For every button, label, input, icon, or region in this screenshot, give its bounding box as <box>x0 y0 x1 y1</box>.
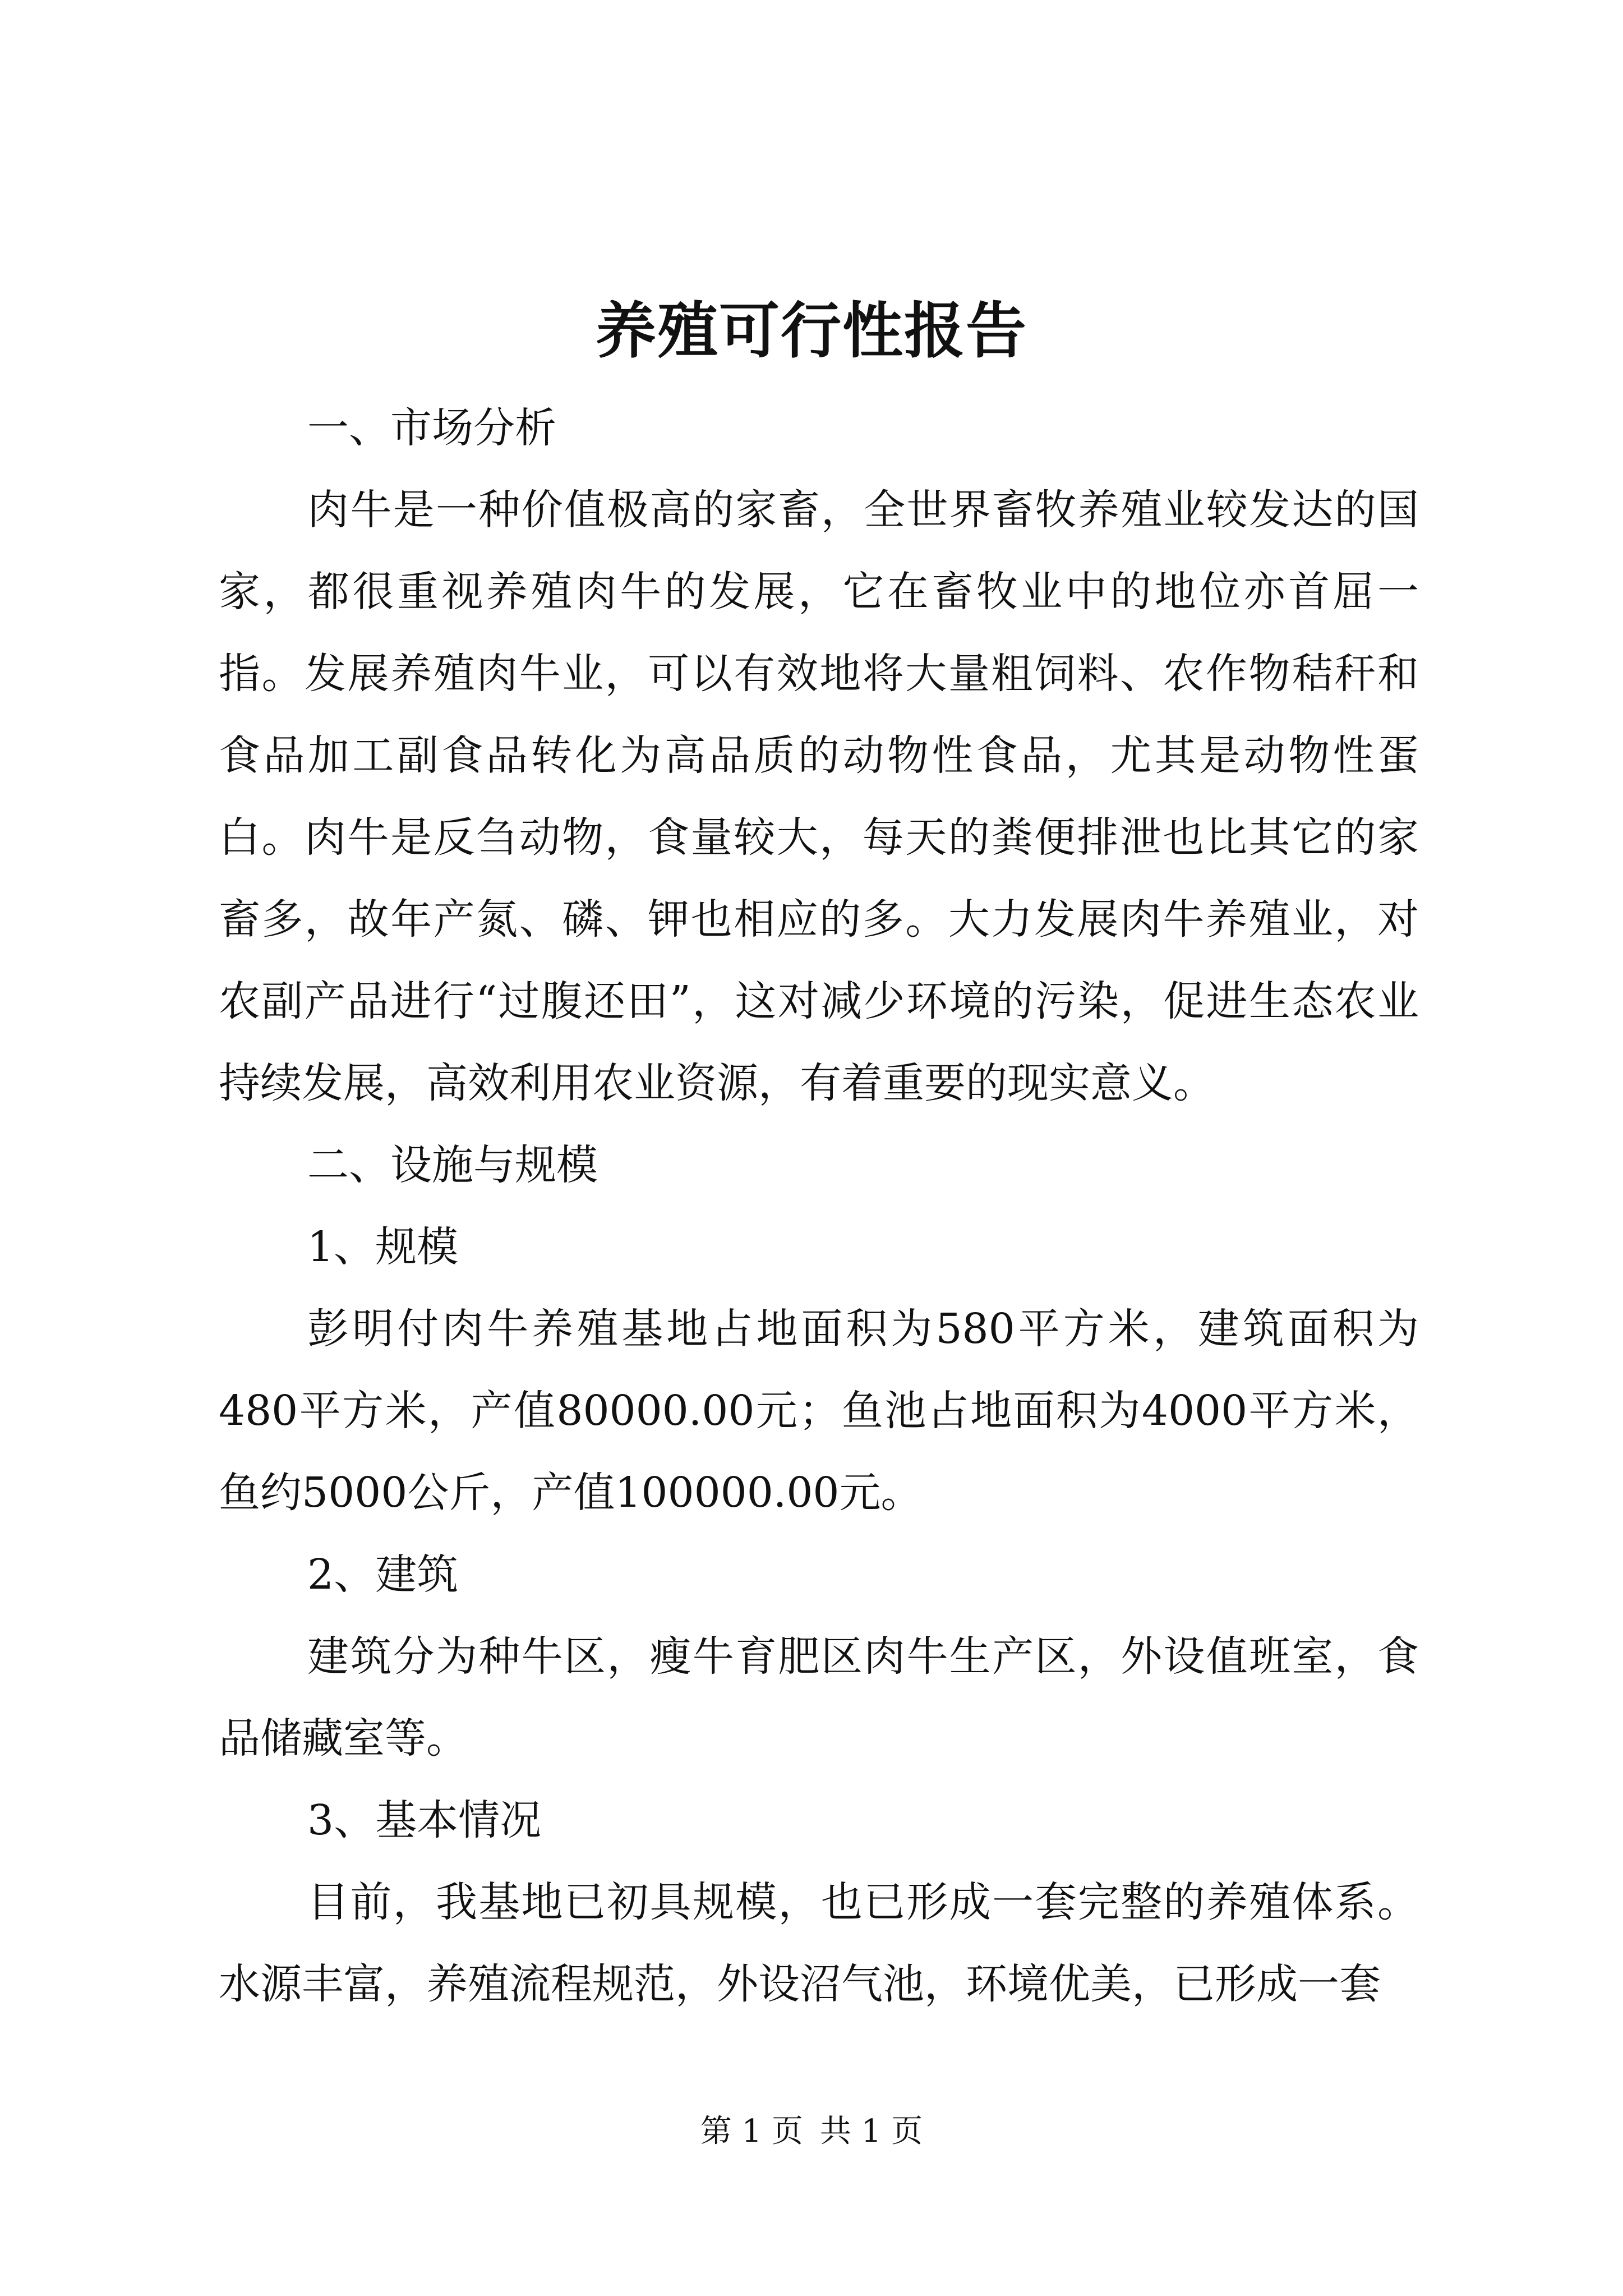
document-title: 养殖可行性报告 <box>595 296 1027 366</box>
paragraph-scale: 彭明付肉牛养殖基地占地面积为580平方米，建筑面积为480平方米，产值80000.00元；鱼池占地面积为4000平方米，鱼约5000公斤，产值100000.00元。 <box>219 1305 1419 1517</box>
paragraph-building: 建筑分为种牛区，瘦牛育肥区肉牛生产区，外设值班室，食品储藏室等。 <box>219 1632 1419 1763</box>
paragraph-basic-situation: 目前，我基地已初具规模，也已形成一套完整的养殖体系。水源丰富，养殖流程规范，外设沼气池，环境优美，已形成一套 <box>219 1878 1419 2008</box>
page-number: 第 1 页 <box>700 2113 803 2150</box>
section-heading-market: 一、市场分析 <box>307 404 556 452</box>
page-footer <box>0 2109 1623 2154</box>
paragraph-market-analysis: 肉牛是一种价值极高的家畜，全世界畜牧养殖业较发达的国家，都很重视养殖肉牛的发展，它在畜牧业中的地位亦首屈一指。发展养殖肉牛业，可以有效地将大量粗饲料、农作物秸秆和食品加工副食品转化为高品质的动物性食品，尤其是动物性蛋白。肉牛是反刍动物，食量较大，每天的粪便排泄也比其它的家畜多，故年产氮、磷、钾也相应的多。大力发展肉牛养殖业，对农副产品进行“过腹还田”，这对减少环境的污染，促进生态农业持续发展，高效利用农业资源，有着重要的现实意义。 <box>219 486 1419 1107</box>
section-heading-facilities: 二、设施与规模 <box>307 1141 598 1189</box>
subheading-scale: 1、规模 <box>307 1223 459 1271</box>
subheading-building: 2、建筑 <box>307 1550 459 1599</box>
document-body <box>219 387 1419 2025</box>
total-pages: 共 1 页 <box>820 2113 923 2150</box>
subheading-basic-situation: 3、基本情况 <box>307 1796 542 1844</box>
